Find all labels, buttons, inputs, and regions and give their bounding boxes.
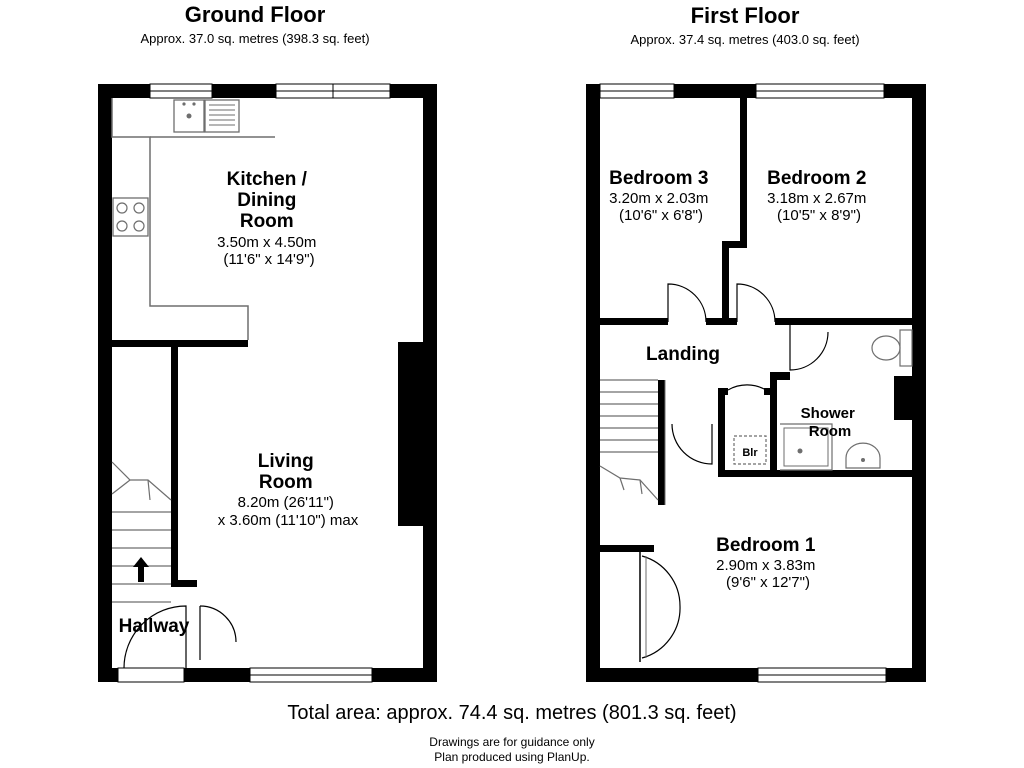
- ground-floor-plan: [98, 84, 437, 682]
- ff-bedroom3-door-swing: [668, 284, 706, 322]
- planup-credit: Plan produced using PlanUp.: [434, 750, 590, 764]
- ff-bedroom1-top-wall: [718, 470, 912, 477]
- ff-partition-b3-b2-upper: [740, 98, 747, 248]
- first-floor-plan: [586, 84, 926, 682]
- bedroom3-label: Bedroom 3 3.20m x 2.03m (10'6" x 6'8"): [609, 168, 709, 224]
- ff-bedroom2-wall: [775, 318, 912, 325]
- ff-wall-left: [586, 84, 600, 682]
- hallway-label: Hallway: [118, 616, 190, 637]
- gf-sink: [174, 100, 239, 132]
- total-area-text: Total area: approx. 74.4 sq. metres (801.3 sq. feet): [287, 702, 737, 724]
- ff-staircase: [600, 380, 658, 500]
- gf-partition-kitchen: [98, 340, 248, 347]
- gf-wall-left: [98, 84, 112, 682]
- ff-bedroom1-door-swing: [672, 424, 712, 464]
- ff-bedroom3-wall: [600, 318, 668, 325]
- gf-hob: [113, 198, 148, 236]
- kitchen-label: Kitchen / Dining Room 3.50m x 4.50m (11'6" x 14'9"): [217, 169, 317, 268]
- landing-label: Landing: [646, 344, 720, 365]
- bedroom2-label: Bedroom 2 3.18m x 2.67m (10'5" x 8'9"): [767, 168, 867, 224]
- gf-front-door-opening: [118, 668, 184, 682]
- gf-hall-door-swing: [200, 606, 236, 642]
- ground-floor-area: Approx. 37.0 sq. metres (398.3 sq. feet): [140, 31, 370, 46]
- guidance-note: Drawings are for guidance only: [429, 735, 595, 749]
- living-room-label: Living Room 8.20m (26'11") x 3.60m (11'10") max: [217, 451, 359, 529]
- shower-room-label: Shower Room: [800, 405, 855, 440]
- boiler-label: Blr: [742, 447, 758, 459]
- ff-boiler-door-swing: [728, 385, 766, 390]
- ff-wall-right: [912, 84, 926, 682]
- ff-stair-balustrade: [658, 380, 665, 505]
- gf-stair-wall-foot: [171, 580, 197, 587]
- first-floor-area: Approx. 37.4 sq. metres (403.0 sq. feet): [630, 32, 860, 47]
- ff-partition-b3-b2-lower: [722, 241, 729, 325]
- ff-wardrobe: [640, 552, 680, 662]
- ground-floor-title: Ground Floor: [184, 2, 326, 27]
- ff-toilet-icon: [872, 330, 912, 366]
- bedroom1-label: Bedroom 1 2.90m x 3.83m (9'6" x 12'7"): [716, 535, 816, 591]
- ff-boiler-wall-left: [718, 388, 725, 476]
- gf-chimney-breast: [398, 342, 426, 526]
- ff-shower-door-swing: [790, 325, 828, 370]
- ff-stair-bottom-wall: [600, 545, 654, 552]
- ff-shower-chimney: [894, 376, 914, 420]
- first-floor-title: First Floor: [690, 3, 800, 28]
- gf-stair-wall: [171, 347, 178, 585]
- gf-worktop-outline: [112, 98, 248, 340]
- ff-basin-icon: [846, 443, 880, 468]
- ff-bedroom2-door-swing: [737, 284, 775, 322]
- gf-stair-up-arrow-icon: [133, 557, 149, 582]
- ff-shower-wall-left: [770, 380, 777, 476]
